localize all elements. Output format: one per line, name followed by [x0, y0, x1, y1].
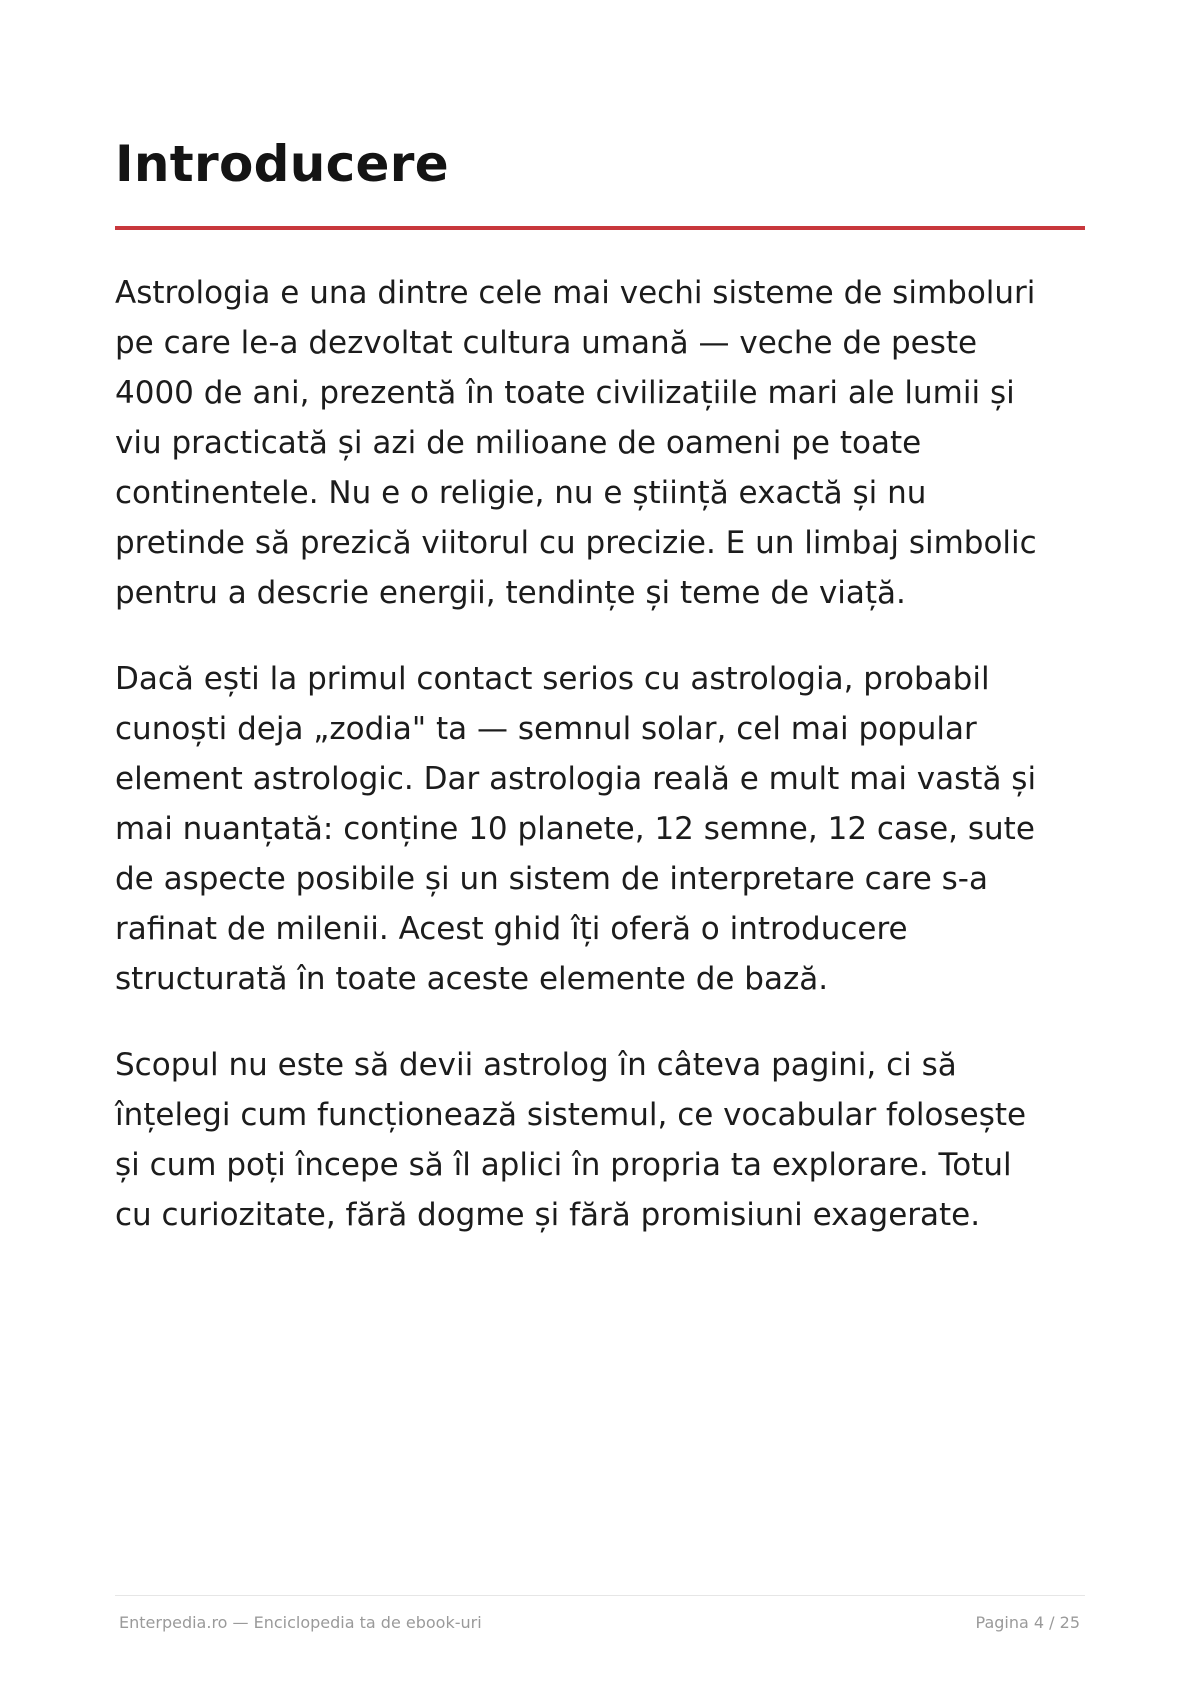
page-number: Pagina 4 / 25 [975, 1613, 1080, 1632]
title-divider [115, 226, 1085, 230]
paragraph-3: Scopul nu este să devii astrolog în câteva pagini, ci să înțelegi cum funcționează sistemul, ce vocabular folosește și cum poți începe să îl aplici în propria ta explorare. Totul cu curiozitate, fără dogme și fără promisiuni exagerate. [115, 1047, 1027, 1233]
paragraph-1: Astrologia e una dintre cele mai vechi sisteme de simboluri pe care le-a dezvoltat cultura umană — veche de peste 4000 de ani, prezentă în toate civilizațiile mari ale lumii și viu practicată și azi de milioane de oameni pe toate continentele. Nu e o religie, nu e știință exactă și nu pretinde să prezică viitorul cu precizie. E un limbaj simbolic pentru a descrie energii, tendințe și teme de viață. [115, 275, 1037, 611]
page-title: Introducere [115, 135, 449, 193]
paragraph-2: Dacă ești la primul contact serios cu astrologia, probabil cunoști deja „zodia" ta — semnul solar, cel mai popular element astrologic. Dar astrologia reală e mult mai vastă și mai nuanțată: conține 10 planete, 12 semne, 12 case, sute de aspecte posibile și un sistem de interpretare care s-a rafinat de milenii. Acest ghid îți oferă o introducere structurată în toate aceste elemente de bază. [115, 661, 1037, 997]
footer-site-credit: Enterpedia.ro — Enciclopedia ta de ebook-uri [119, 1613, 482, 1632]
body-text [115, 268, 1090, 1276]
document-page [115, 0, 1085, 1683]
footer-divider [115, 1595, 1085, 1596]
